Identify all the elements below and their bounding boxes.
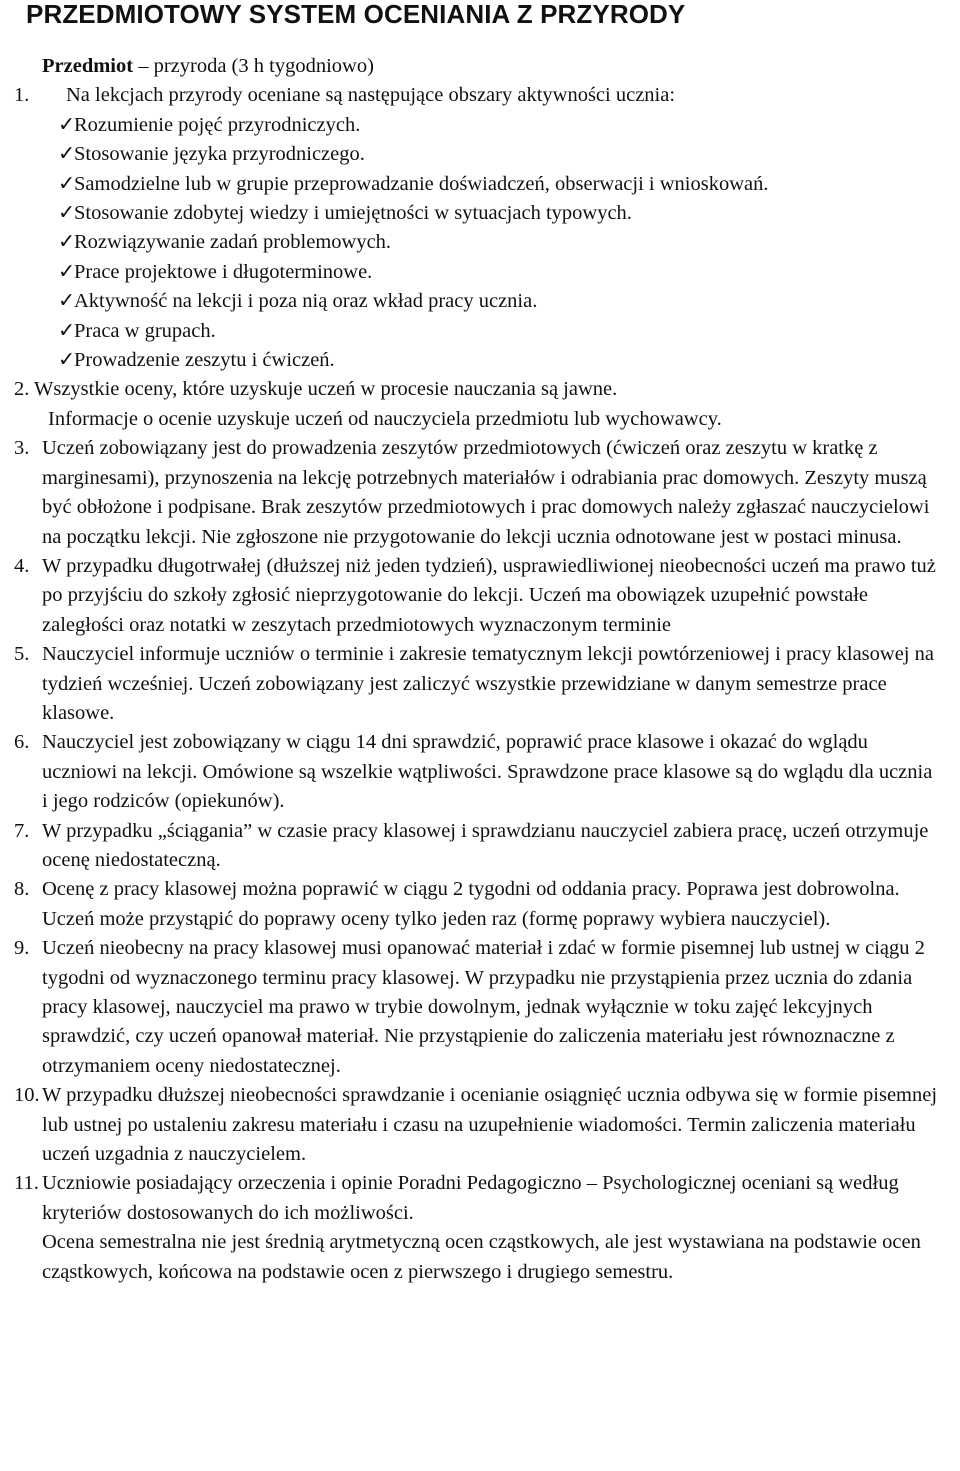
subject-value: – przyroda (3 h tygodniowo) <box>133 55 374 77</box>
list-item-text: Rozumienie pojęć przyrodniczych. <box>74 113 361 136</box>
list-item-text: Stosowanie języka przyrodniczego. <box>74 143 365 166</box>
rule-4 <box>14 552 942 640</box>
rule-7 <box>14 817 942 876</box>
rule-number: 7. <box>14 819 30 842</box>
rule-number: 9. <box>14 937 30 960</box>
rule-text: Na lekcjach przyrody oceniane są następujące obszary aktywności ucznia: <box>66 84 676 107</box>
closing-paragraph: Ocena semestralna nie jest średnią arytmetyczną ocen cząstkowych, ale jest wystawiana na podstawie ocen cząstkowych, końcowa na podstawie ocen z pierwszego i drugiego semestru. <box>42 1231 921 1283</box>
rule-2-extra: Informacje o ocenie uzyskuje uczeń od nauczyciela przedmiotu lub wychowawcy. <box>48 407 722 430</box>
checkmark-icon: ✓ <box>58 172 76 195</box>
list-item <box>14 140 942 169</box>
rule-number: 4. <box>14 554 30 577</box>
rule-text: Nauczyciel informuje uczniów o terminie i zakresie tematycznym lekcji powtórzeniowej i pracy klasowej na tydzień wcześniej. Uczeń zobowiązany jest zaliczyć wszystkie przewidziane w danym semestrze prace klasowe. <box>42 643 934 724</box>
list-item <box>14 287 942 316</box>
checkmark-icon: ✓ <box>58 143 76 166</box>
rule-8 <box>14 875 942 934</box>
list-item-text: Praca w grupach. <box>74 319 216 342</box>
checkmark-icon: ✓ <box>58 319 76 342</box>
rule-2 <box>14 375 942 404</box>
rule-text: W przypadku „ściągania” w czasie pracy klasowej i sprawdzianu nauczyciel zabiera pracę, uczeń otrzymuje ocenę niedostateczną. <box>42 819 929 871</box>
rule-text: Uczeń zobowiązany jest do prowadzenia zeszytów przedmiotowych (ćwiczeń oraz zeszytu w kratkę z marginesami), przynoszenia na lekcję potrzebnych materiałów i odrabiania prac domowych. Zeszyty muszą być obłożone i podpisane. Brak zeszytów przedmiotowych i prac domowych należy zgłaszać nauczycielowi na początku lekcji. Nie zgłoszone nie przygotowanie do lekcji ucznia odnotowane jest w postaci minusa. <box>42 437 930 548</box>
rule-number: 1. <box>14 84 30 107</box>
rule-6 <box>14 728 942 816</box>
list-item-text: Samodzielne lub w grupie przeprowadzanie doświadczeń, obserwacji i wnioskowań. <box>74 172 769 195</box>
list-item-text: Stosowanie zdobytej wiedzy i umiejętności w sytuacjach typowych. <box>74 202 632 225</box>
rule-3 <box>14 434 942 552</box>
list-item-text: Aktywność na lekcji i poza nią oraz wkład pracy ucznia. <box>74 290 538 313</box>
rule-number: 6. <box>14 731 30 754</box>
subject-line <box>14 52 942 81</box>
rule-1 <box>14 81 942 110</box>
document-title: PRZEDMIOTOWY SYSTEM OCENIANIA Z PRZYRODY <box>26 0 686 29</box>
list-item <box>14 258 942 287</box>
rule-11 <box>14 1169 942 1228</box>
rule-number: 2. <box>14 378 30 401</box>
rule-number: 11. <box>14 1172 39 1195</box>
rule-text: W przypadku dłuższej nieobecności sprawdzanie i ocenianie osiągnięć ucznia odbywa się w formie pisemnej lub ustnej po ustaleniu zakresu materiału i czasu na uzupełnienie wiadomości. Termin zaliczenia materiału uczeń uzgadnia z nauczycielem. <box>42 1084 938 1166</box>
rules-list <box>14 434 942 1228</box>
rule-number: 8. <box>14 878 30 901</box>
checkmark-icon: ✓ <box>58 231 76 254</box>
rule-number: 5. <box>14 643 30 666</box>
subject-label: Przedmiot <box>42 55 134 77</box>
rule-9 <box>14 934 942 1081</box>
list-item <box>14 228 942 257</box>
list-item <box>14 111 942 140</box>
rule-text: Uczniowie posiadający orzeczenia i opinie Poradni Pedagogiczno – Psychologicznej oceniani są według kryteriów dostosowanych do ich możliwości. <box>42 1172 899 1224</box>
checkmark-icon: ✓ <box>58 349 76 372</box>
rule-5 <box>14 640 942 728</box>
checkmark-icon: ✓ <box>58 113 76 136</box>
rule-number: 3. <box>14 437 30 460</box>
rule-number: 10. <box>14 1084 40 1107</box>
rule-10 <box>14 1081 942 1169</box>
rule-text: Ocenę z pracy klasowej można poprawić w ciągu 2 tygodni od oddania pracy. Poprawa jest dobrowolna. Uczeń może przystąpić do poprawy oceny tylko jeden raz (formę poprawy wybiera nauczyciel). <box>42 878 900 930</box>
list-item <box>14 346 942 375</box>
rule-text: Nauczyciel jest zobowiązany w ciągu 14 dni sprawdzić, poprawić prace klasowe i okazać do wglądu uczniowi na lekcji. Omówione są wszelkie wątpliwości. Sprawdzone prace klasowe są do wglądu dla ucznia i jego rodziców (opiekunów). <box>42 731 933 813</box>
rule-text: W przypadku długotrwałej (dłuższej niż jeden tydzień), usprawiedliwionej nieobecności uczeń ma prawo tuż po przyjściu do szkoły zgłosić nieprzygotowanie do lekcji. Uczeń ma obowiązek uzupełnić powstałe zaległości oraz notatki w zeszytach przedmiotowych wyznaczonym terminie <box>42 554 936 636</box>
list-item-text: Rozwiązywanie zadań problemowych. <box>74 231 392 254</box>
list-item-text: Prowadzenie zeszytu i ćwiczeń. <box>74 349 335 372</box>
document-body <box>14 52 942 1287</box>
rule-text: Wszystkie oceny, które uzyskuje uczeń w procesie nauczania są jawne. <box>34 378 618 401</box>
checkmark-icon: ✓ <box>58 260 76 283</box>
checkmark-icon: ✓ <box>58 202 76 225</box>
checkmark-icon: ✓ <box>58 290 76 313</box>
list-item <box>14 317 942 346</box>
rule-text: Uczeń nieobecny na pracy klasowej musi opanować materiał i zdać w formie pisemnej lub ustnej w ciągu 2 tygodni od wyznaczonego terminu pracy klasowej. W przypadku nie przystąpienia przez ucznia do zdania pracy klasowej, nauczyciel ma prawo w trybie dowolnym, jednak wyłącznie w toku zajęć lekcyjnych sprawdzić, czy uczeń opanował materiał. Nie przystąpienie do zaliczenia materiału jest równoznaczne z otrzymaniem oceny niedostatecznej. <box>42 937 925 1077</box>
assessment-areas-list <box>14 111 942 376</box>
list-item-text: Prace projektowe i długoterminowe. <box>74 260 373 283</box>
list-item <box>14 170 942 199</box>
list-item <box>14 199 942 228</box>
